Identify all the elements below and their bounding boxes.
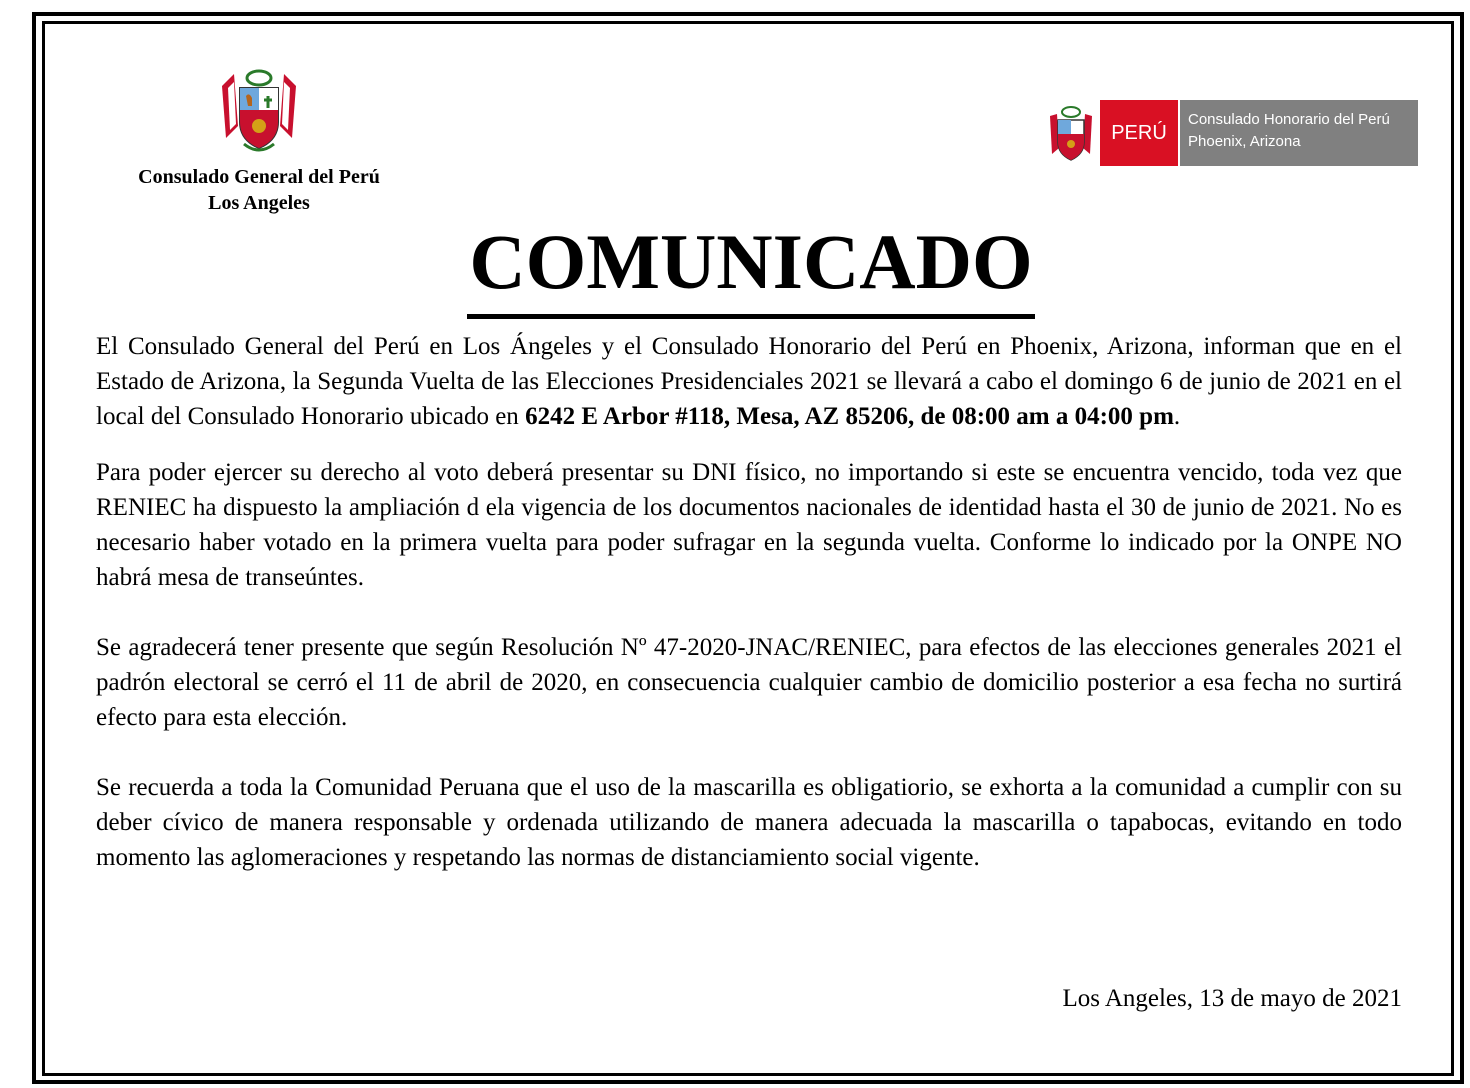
peru-coat-of-arms-icon (216, 66, 302, 160)
paragraph-1-end: . (1173, 403, 1181, 430)
paragraph-1-bold: 6242 E Arbor #118, Mesa, AZ 85206, de 08:00 am a 04:00 pm (525, 403, 1174, 430)
paragraph-3: Se agradecerá tener presente que según Resolución Nº 47-2020-JNAC/RENIEC, para efectos de las elecciones generales 2021 el padrón electoral se cerró el 11 de abril de 2020, en consecuencia cualquier cambio de domicilio posterior a esa fecha no surtirá efecto para esta elección. (96, 634, 1402, 731)
right-header-logo (1048, 100, 1418, 166)
title-wrapper (0, 216, 1470, 319)
paragraph-1 (96, 329, 1402, 434)
paragraph-2: Para poder ejercer su derecho al voto deberá presentar su DNI físico, no importando si este se encuentra vencido, toda vez que RENIEC ha dispuesto la ampliación d ela vigencia de los documentos nacionales de identidad hasta el 30 de junio de 2021. No es necesario haber votado en la primera vuelta para poder sufragar en la segunda vuelta. Conforme lo indicado por la ONPE NO habrá mesa de transeúntes. (96, 459, 1402, 591)
page-title: COMUNICADO (467, 216, 1034, 319)
left-org-line2: Los Angeles (208, 192, 310, 214)
right-org-line1: Consulado Honorario del Perú (1188, 111, 1390, 128)
body-text (96, 329, 1402, 875)
peru-shield-icon (1048, 104, 1094, 162)
left-org-line1: Consulado General del Perú (138, 166, 380, 188)
paragraph-1-text: El Consulado General del Perú en Los Ángeles y el Consulado Honorario del Perú en Phoenix, Arizona, informan que en el Estado de Arizona, la Segunda Vuelta de las Elecciones Presidenciales 2021 se llevará a cabo el domingo 6 de junio de 2021 en el local del Consulado Honorario ubicado en (96, 333, 1402, 430)
paragraph-4: Se recuerda a toda la Comunidad Peruana que el uso de la mascarilla es obligatiorio, se exhorta a la comunidad a cumplir con su deber cívico de manera responsable y ordenada utilizando de manera adecuada la mascarilla o tapabocas, evitando en todo momento las aglomeraciones y respetando las normas de distanciamiento social vigente. (96, 774, 1402, 871)
right-org-label (1178, 100, 1418, 166)
signature-date: Los Angeles, 13 de mayo de 2021 (1062, 985, 1402, 1012)
peru-badge: PERÚ (1100, 100, 1178, 166)
left-header (118, 66, 400, 216)
right-org-line2: Phoenix, Arizona (1188, 133, 1301, 150)
